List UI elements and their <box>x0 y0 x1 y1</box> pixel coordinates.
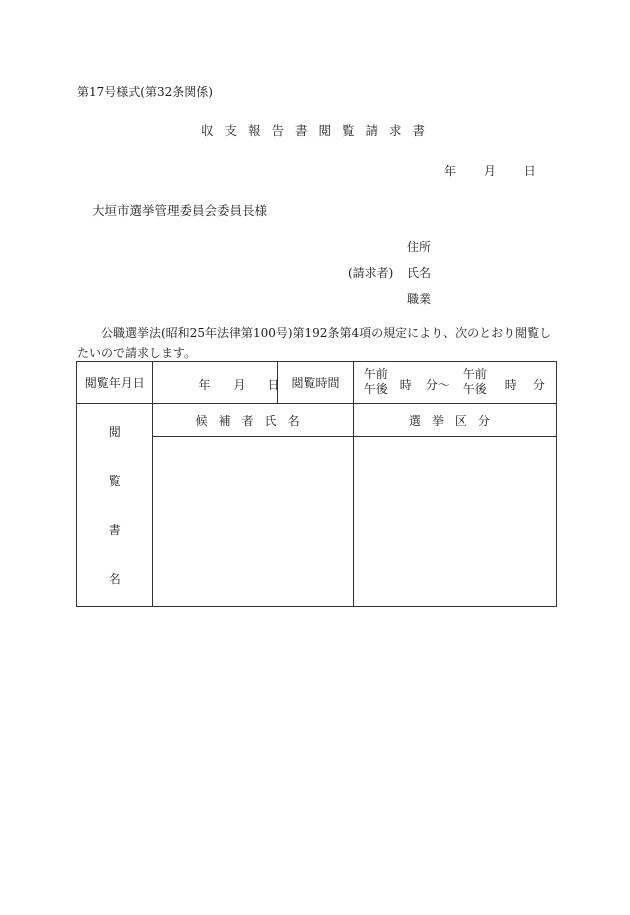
request-form-table <box>76 361 557 607</box>
end-pm: 午後 <box>462 382 487 396</box>
form-number: 第17号様式(第32条関係) <box>77 85 213 99</box>
month-label: 月 <box>483 164 496 178</box>
day-label: 日 <box>523 164 536 178</box>
viewing-time-field[interactable] <box>353 362 556 404</box>
request-statement: 公職選挙法(昭和25年法律第100号)第192条第4項の規定により、次のとおり閲覧したいので請求します。 <box>77 326 552 360</box>
viewing-date-field[interactable] <box>153 362 278 404</box>
docs-char-4: 名 <box>108 572 121 586</box>
start-hour: 時 <box>399 378 412 392</box>
election-category-header: 選挙区分 <box>353 404 556 437</box>
end-am: 午前 <box>462 367 487 381</box>
end-minute: 分 <box>532 378 545 392</box>
docs-char-1: 閲 <box>108 425 121 439</box>
name-label: 氏名 <box>407 266 432 280</box>
viewing-date-label: 閲覧年月日 <box>77 362 153 404</box>
occupation-label: 職業 <box>407 292 432 306</box>
docs-header-row <box>77 404 557 437</box>
date-month: 月 <box>233 378 246 392</box>
start-pm: 午後 <box>363 382 388 396</box>
viewing-documents-label <box>77 404 153 607</box>
start-am: 午前 <box>363 367 388 381</box>
candidate-name-header: 候補者氏名 <box>153 404 353 437</box>
docs-char-2: 覧 <box>108 474 121 488</box>
candidate-name-field[interactable] <box>153 437 353 607</box>
document-title: 収支報告書閲覧請求書 <box>201 123 437 138</box>
end-hour: 時 <box>504 378 517 392</box>
requester-label: (請求者) <box>348 266 394 280</box>
addressee: 大垣市選挙管理委員会委員長様 <box>92 203 268 218</box>
start-minute: 分〜 <box>425 378 450 392</box>
date-year: 年 <box>198 378 211 392</box>
date-day: 日 <box>267 378 280 392</box>
election-category-field[interactable] <box>353 437 556 607</box>
viewing-time-label: 閲覧時間 <box>278 362 353 404</box>
year-label: 年 <box>444 164 457 178</box>
address-label: 住所 <box>407 240 432 254</box>
date-line <box>444 165 536 177</box>
docs-char-3: 書 <box>108 523 121 537</box>
date-time-row <box>77 362 557 404</box>
